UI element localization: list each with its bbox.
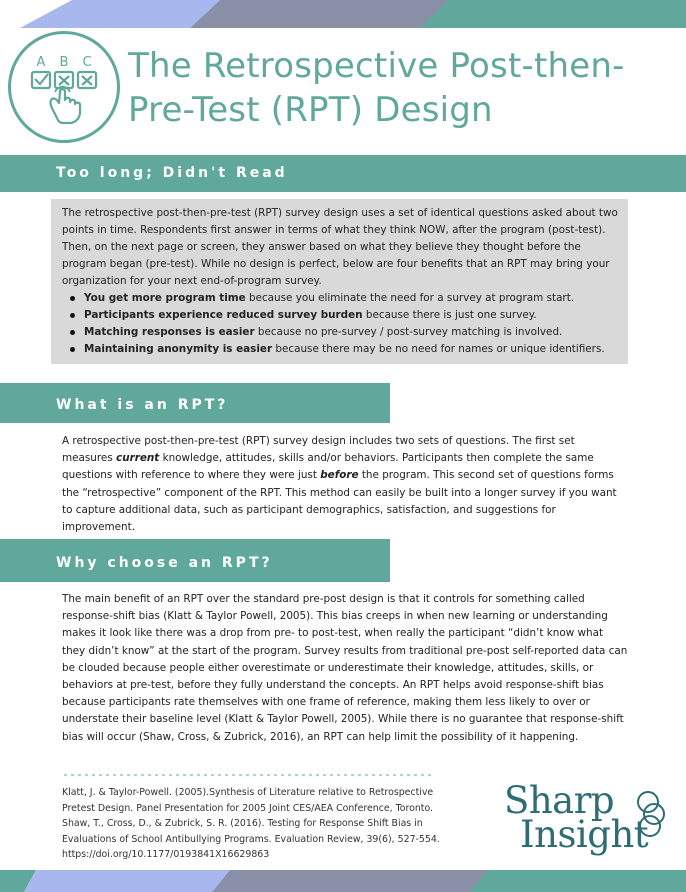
page-title xyxy=(128,44,668,132)
tldr-intro: The retrospective post-then-pre-test (RPT) survey design uses a set of identical questions asked about two points in time. Respondents first answer in terms of what they think NOW, after the program (post-test). Then, on the next page or screen, they answer based on what they believe they thought before the program began (pre-test). While no design is perfect, below are four benefits that an RPT may bring your organization for your next end-of-program survey. xyxy=(62,207,618,287)
logo-badge xyxy=(8,31,120,143)
benefit-item: Maintaining anonymity is easier because there may be no need for names or unique identifiers. xyxy=(84,341,618,358)
dotted-divider xyxy=(62,774,434,776)
emphasis-before: before xyxy=(320,469,359,482)
brand-name-line-2: Insight xyxy=(520,813,649,856)
emphasis-current: current xyxy=(116,452,160,465)
title-line-2: Pre-Test (RPT) Design xyxy=(128,90,493,130)
brand-logo xyxy=(500,779,670,862)
brand-name-line-1: Sharp xyxy=(504,779,615,822)
checkbox-hand-icon xyxy=(11,34,117,140)
top-decorative-band xyxy=(0,0,686,28)
bottom-decorative-band xyxy=(0,870,686,892)
svg-text:B: B xyxy=(59,55,69,70)
references xyxy=(62,785,442,863)
title-line-1: The Retrospective Post-then- xyxy=(128,46,625,86)
what-paragraph: A retrospective post-then-pre-test (RPT) survey design includes two sets of questions. The first set measures current knowledge, attitudes, skills and/or behaviors. Participants then complete the same questions with reference to where they were just before the program. This second set of questions forms the “retrospective” component of the RPT. This method can easily be built into a longer survey if you want to capture additional data, such as participant demographics, satisfaction, and suggestions for improvement. xyxy=(62,435,617,534)
benefit-item: You get more program time because you eliminate the need for a survey at program start. xyxy=(84,290,618,307)
benefit-item: Participants experience reduced survey burden because there is just one survey. xyxy=(84,307,618,324)
reference-item: Klatt, J. & Taylor-Powell. (2005).Synthesis of Literature relative to Retrospective Pretest Design. Panel Presentation for 2005 Joint CES/AEA Conference, Toronto. xyxy=(62,787,434,814)
why-heading: Why choose an RPT? xyxy=(0,539,390,582)
why-paragraph: The main benefit of an RPT over the standard pre-post design is that it controls for something called response-shift bias (Klatt & Taylor Powell, 2005). This bias creeps in when new learning or understanding makes it look like there was a drop from pre- to post-test, when really the participant “didn’t know what they didn’t know” at the start of the program. Survey results from traditional pre-post self-reported data can be clouded because people either overestimate or underestimate their knowledge, attitudes, skills, or behaviors at pre-test, before they fully understand the concepts. An RPT helps avoid response-shift bias because participants rate themselves with one frame of reference, making them less likely to over or understate their baseline level (Klatt & Taylor Powell, 2005). While there is no guarantee that response-shift bias will occur (Shaw, Cross, & Zubrick, 2016), an RPT can help limit the possibility of it happening. xyxy=(62,593,628,743)
svg-text:A: A xyxy=(36,55,46,70)
benefit-item: Matching responses is easier because no pre-survey / post-survey matching is involved. xyxy=(84,324,618,341)
svg-text:C: C xyxy=(82,55,92,70)
tldr-box xyxy=(51,199,628,364)
benefits-list xyxy=(62,290,618,358)
what-heading: What is an RPT? xyxy=(0,383,390,423)
tldr-heading: Too long; Didn't Read xyxy=(0,155,686,192)
reference-item: Shaw, T., Cross, D., & Zubrick, S. R. (2016). Testing for Response Shift Bias in Evaluations of School Antibullying Programs. Evaluation Review, 39(6), 527-554. https://doi.org/10.1177/0193841X16629863 xyxy=(62,818,440,860)
interlocking-rings-icon xyxy=(634,788,670,840)
